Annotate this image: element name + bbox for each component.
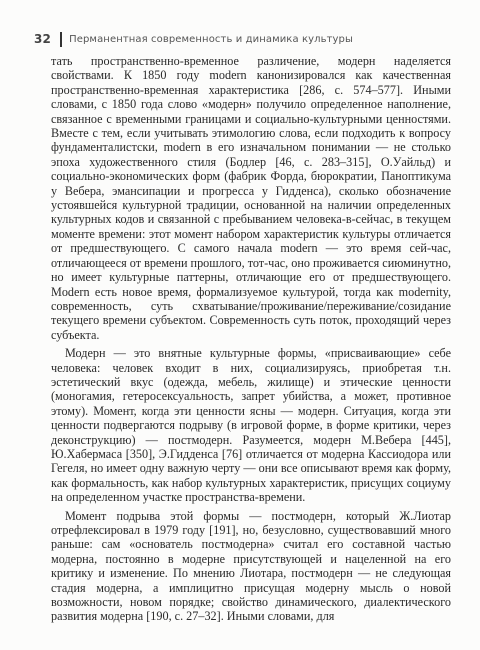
paragraph-1: тать пространственно-временное различение, модерн наделяется свойствами. К 1850 году modern канонизировался как качественная пространственно-временная характеристика [286, с. 574–577]. Иными словами, с 1850 года слово «модерн» получило определенное наполнение, связанное с временными границами и социально-культурными ценностями. Вместе с тем, если учитывать этимологию слова, если подходить к вопросу фундаменталистски, modern в его изначальном понимании — не столько эпоха художественного стиля (Бодлер [46, с. 283–315], О.Уайльд) и социально-экономических форм (фабрик Форда, бюрократии, Паноптикума у Вебера, эмансипации и прогресса у Гидденса), сколько обозначение устоявшейся культурной традиции, основанной на наличии определенных культурных кодов и связанной с пребыванием человека-в-сейчас, в текущем моменте времени: этот момент набором характеристик культуры отличается от предшествующего. С самого начала modern — это время сей-час, отличающееся от времени прошлого, тот-час, оно проживается сиюминутно, но имеет культурные паттерны, отличающие его от предшествующего. Modern есть новое время, формализуемое культурой, тогда как modernity, современность, суть схватывание/проживание/переживание/созидание текущего времени субъектом. Современность суть поток, проходящий через субъекта. (51, 54, 451, 342)
page-number: 32 (34, 32, 52, 46)
running-head (34, 31, 454, 47)
paragraph-2: Модерн — это внятные культурные формы, «присваивающие» себе человека: человек входит в них, социализируясь, приобретая т.н. эстетический вкус (одежда, мебель, жилище) и этические ценности (моногамия, гетеросексуальность, запрет убийства, а может, противное этому). Момент, когда эти ценности ясны — модерн. Ситуация, когда эти ценности подвергаются подрыву (в игровой форме, в форме критики, через деконструкцию) — постмодерн. Разумеется, модерн М.Вебера [445], Ю.Хабермаса [350], Э.Гидденса [76] отличается от модерна Кассиодора или Гегеля, но имеет одну важную черту — они все описывают время как форму, как формальность, как набор культурных характеристик, присущих социуму на определенном участке пространства-времени. (51, 346, 451, 505)
running-title: Перманентная современность и динамика культуры (69, 33, 353, 45)
body-text (51, 54, 451, 624)
header-divider (60, 32, 62, 47)
paragraph-3: Момент подрыва этой формы — постмодерн, который Ж.Лиотар отрефлексировал в 1979 году [191], но, безусловно, существовавший много раньше: сам «основатель постмодерна» считал его составной частью модерна, постоянно в модерне присутствующей и нацеленной на его критику и изменение. По мнению Лиотара, постмодерн — не следующая стадия модерна, а имплицитно присущая модерну мысль о новой возможности, новом порядке; свойство динамического, диалектического развития модерна [190, с. 27–32]. Иными словами, для (51, 508, 451, 624)
